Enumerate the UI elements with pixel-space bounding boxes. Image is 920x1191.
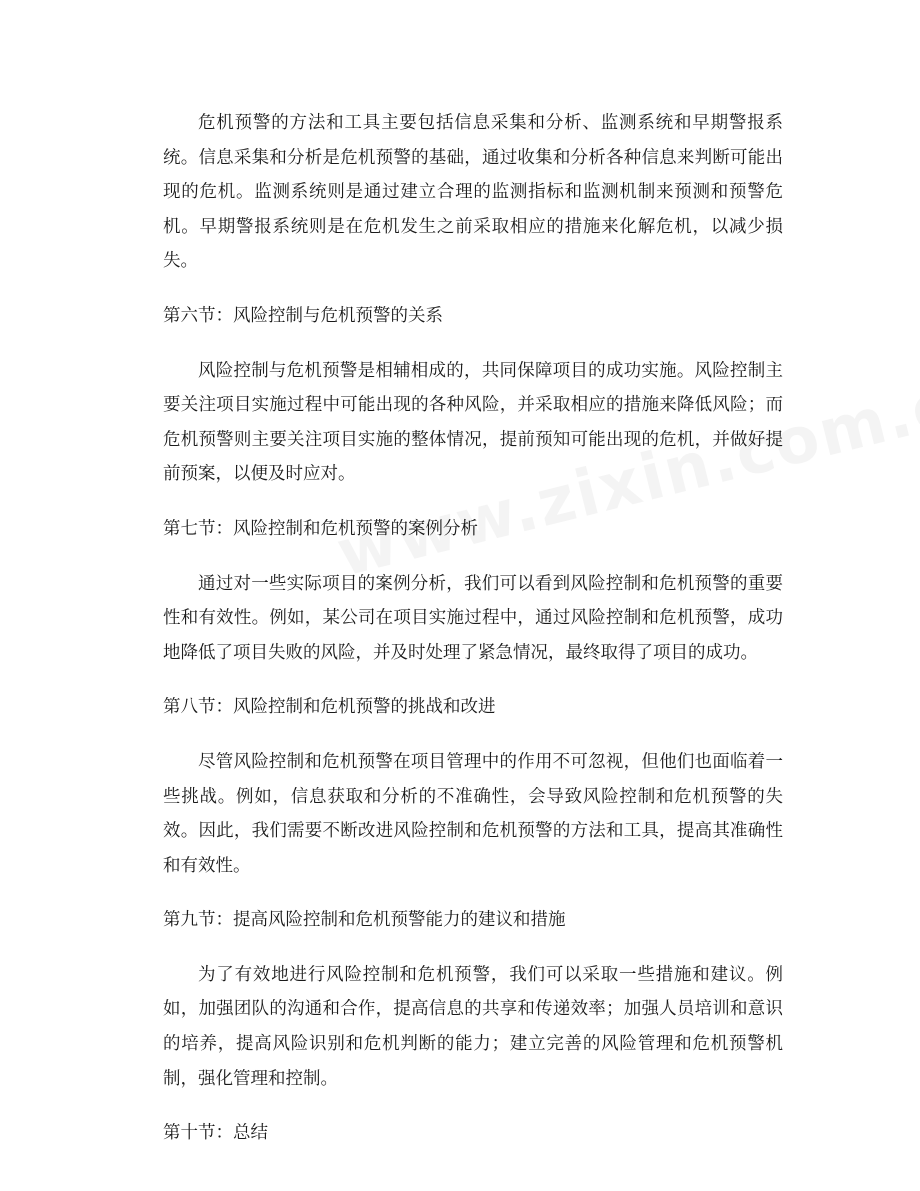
section-heading-8: 第八节：风险控制和危机预警的挑战和改进 [163, 697, 496, 718]
paragraph-section-7: 通过对一些实际项目的案例分析，我们可以看到风险控制和危机预警的重要性和有效性。例如，某公司在项目实施过程中，通过风险控制和危机预警，成功地降低了项目失败的风险，并及时处理了紧急情况，最终取得了项目的成功。 [163, 573, 783, 663]
paragraph-section-9: 为了有效地进行风险控制和危机预警，我们可以采取一些措施和建议。例如，加强团队的沟通和合作，提高信息的共享和传递效率；加强人员培训和意识的培养，提高风险识别和危机判断的能力；建立完善的风险管理和危机预警机制，强化管理和控制。 [163, 964, 783, 1089]
document-body [163, 106, 783, 1151]
section-heading-6: 第六节：风险控制与危机预警的关系 [163, 305, 443, 326]
paragraph-section-6: 风险控制与危机预警是相辅相成的，共同保障项目的成功实施。风险控制主要关注项目实施过程中可能出现的各种风险，并采取相应的措施来降低风险；而危机预警则主要关注项目实施的整体情况，提前预知可能出现的危机，并做好提前预案，以便及时应对。 [163, 360, 783, 485]
section-heading-7: 第七节：风险控制和危机预警的案例分析 [163, 518, 478, 539]
section-heading-9: 第九节：提高风险控制和危机预警能力的建议和措施 [163, 910, 566, 931]
section-heading-10: 第十节：总结 [163, 1123, 268, 1144]
paragraph-crisis-warning-methods: 危机预警的方法和工具主要包括信息采集和分析、监测系统和早期警报系统。信息采集和分析是危机预警的基础，通过收集和分析各种信息来判断可能出现的危机。监测系统则是通过建立合理的监测指标和监测机制来预测和预警危机。早期警报系统则是在危机发生之前采取相应的措施来化解危机，以减少损失。 [163, 113, 783, 272]
paragraph-section-8: 尽管风险控制和危机预警在项目管理中的作用不可忽视，但他们也面临着一些挑战。例如，信息获取和分析的不准确性，会导致风险控制和危机预警的失效。因此，我们需要不断改进风险控制和危机预警的方法和工具，提高其准确性和有效性。 [163, 751, 783, 876]
